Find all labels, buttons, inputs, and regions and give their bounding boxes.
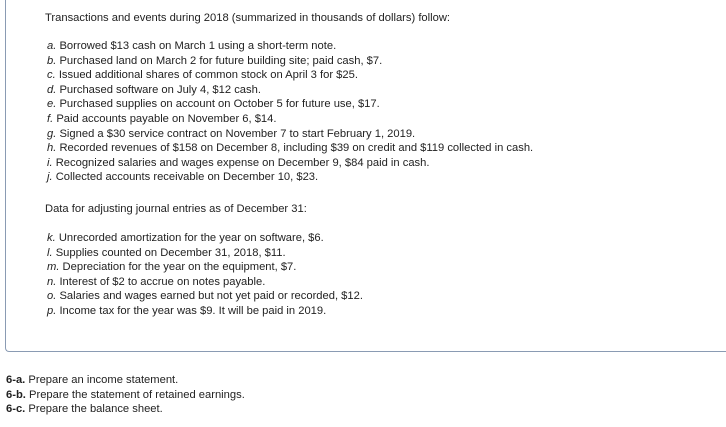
item-text: Paid accounts payable on November 6, $14. — [56, 112, 277, 125]
adjustments-list — [47, 231, 363, 319]
item-letter: h. — [47, 142, 57, 155]
requirement-label: 6-a. — [6, 374, 26, 386]
list-item — [47, 83, 533, 98]
item-text: Collected accounts receivable on December 10, $23. — [55, 171, 319, 184]
item-text: Recognized salaries and wages expense on December 9, $84 paid in cash. — [55, 156, 430, 169]
requirement-item — [6, 402, 245, 417]
list-item — [47, 231, 363, 246]
list-item — [47, 127, 533, 142]
item-letter: o. — [47, 290, 57, 303]
problem-panel — [5, 0, 726, 352]
list-item — [47, 97, 533, 112]
requirement-item — [6, 373, 245, 388]
list-item — [47, 54, 533, 69]
intro-text: Transactions and events during 2018 (summarized in thousands of dollars) follow: — [45, 12, 451, 24]
requirement-text: Prepare the statement of retained earnings. — [29, 388, 245, 401]
item-text: Purchased software on July 4, $12 cash. — [59, 83, 261, 96]
item-text: Income tax for the year was $9. It will be paid in 2019. — [59, 304, 327, 317]
requirement-item — [6, 388, 245, 403]
item-text: Borrowed $13 cash on March 1 using a short-term note. — [59, 40, 337, 52]
list-item — [47, 112, 533, 127]
item-text: Unrecorded amortization for the year on software, $6. — [58, 232, 324, 244]
item-letter: m. — [47, 261, 60, 274]
item-text: Recorded revenues of $158 on December 8, including $39 on credit and $119 collected in cash. — [59, 142, 534, 155]
item-letter: d. — [47, 83, 57, 96]
item-letter: k. — [47, 232, 56, 244]
item-letter: b. — [47, 54, 57, 67]
item-text: Interest of $2 to accrue on notes payable. — [59, 275, 266, 288]
item-letter: g. — [47, 127, 57, 140]
item-letter: e. — [47, 98, 57, 111]
requirement-label: 6-b. — [6, 388, 26, 401]
item-text: Depreciation for the year on the equipment, $7. — [62, 261, 297, 274]
list-item — [47, 289, 363, 304]
item-letter: n. — [47, 275, 57, 288]
requirement-text: Prepare an income statement. — [28, 374, 179, 386]
list-item — [47, 275, 363, 290]
item-text: Issued additional shares of common stock on April 3 for $25. — [58, 69, 358, 82]
list-item — [47, 68, 533, 83]
item-text: Purchased supplies on account on October 5 for future use, $17. — [59, 98, 380, 111]
requirements-list — [6, 373, 245, 417]
list-item — [47, 246, 363, 261]
requirement-text: Prepare the balance sheet. — [28, 403, 163, 416]
item-letter: i. — [47, 156, 53, 169]
item-letter: l. — [47, 246, 53, 259]
item-text: Supplies counted on December 31, 2018, $11. — [55, 246, 286, 259]
item-text: Salaries and wages earned but not yet paid or recorded, $12. — [59, 290, 363, 303]
item-text: Purchased land on March 2 for future building site; paid cash, $7. — [59, 54, 383, 67]
item-letter: a. — [47, 40, 57, 52]
item-letter: p. — [47, 304, 57, 317]
list-item — [47, 170, 533, 185]
transactions-list — [47, 39, 533, 185]
list-item — [47, 156, 533, 171]
list-item — [47, 260, 363, 275]
list-item — [47, 141, 533, 156]
item-letter: f. — [47, 112, 54, 125]
item-letter: j. — [47, 171, 53, 184]
list-item — [47, 39, 533, 54]
requirement-label: 6-c. — [6, 403, 26, 416]
adjusting-heading: Data for adjusting journal entries as of December 31: — [45, 203, 307, 215]
list-item — [47, 304, 363, 319]
item-text: Signed a $30 service contract on November 7 to start February 1, 2019. — [59, 127, 416, 140]
item-letter: c. — [47, 69, 56, 82]
